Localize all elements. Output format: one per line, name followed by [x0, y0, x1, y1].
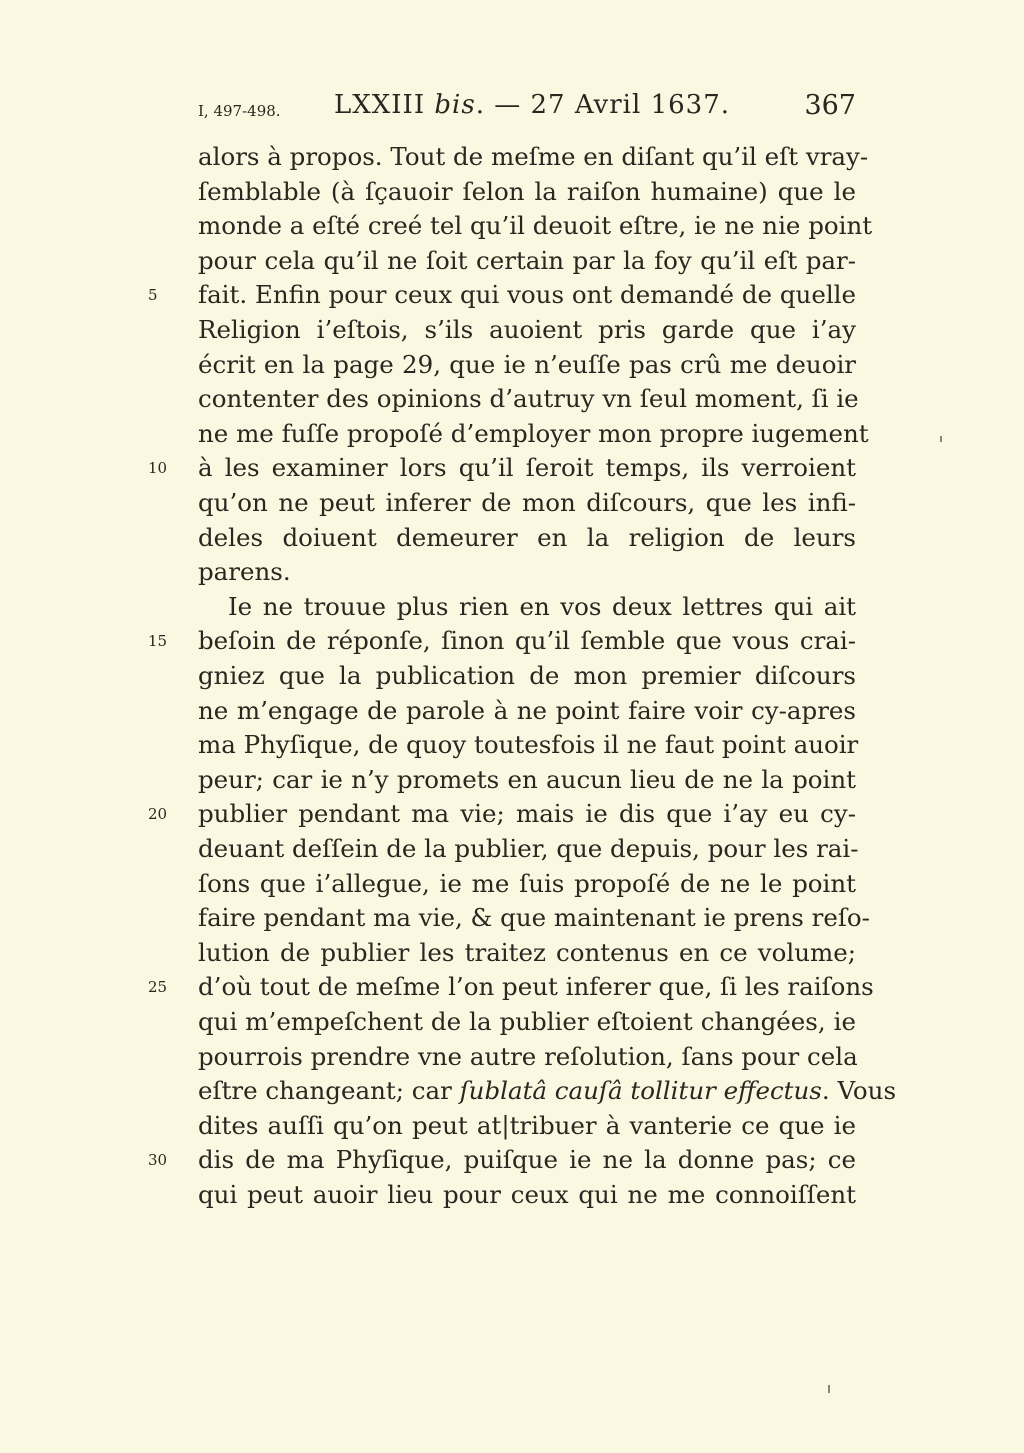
- latin-quotation: ſublatâ cauſâ tollitur effectus: [459, 1076, 822, 1106]
- line-number: 20: [148, 805, 168, 824]
- text-line: deles doiuent demeurer en la religion de leurs: [198, 522, 856, 552]
- text-line: qui peut auoir lieu pour ceux qui ne me connoiſſent: [198, 1180, 856, 1209]
- text-line: qu’on ne peut inferer de mon diſcours, que les infi-: [198, 488, 856, 517]
- text-line: deuant deſſein de la publier, que depuis, pour les rai-: [198, 834, 859, 863]
- line-number: 5: [148, 286, 158, 305]
- page-number: 367: [804, 90, 856, 121]
- text-line: ſons que i’allegue, ie me ſuis propoſé de ne le point: [198, 868, 856, 898]
- text-line: ne m’engage de parole à ne point faire voir cy-apres: [198, 695, 856, 725]
- text-line: monde a eſté creé tel qu’il deuoit eſtre, ie ne nie point: [198, 211, 873, 241]
- text-fragment: . Vous: [821, 1076, 897, 1106]
- letter-heading: [334, 90, 730, 120]
- text-line: à les examiner lors qu’il ſeroit temps, ils verroient: [198, 453, 856, 483]
- heading-separator: . —: [475, 90, 531, 120]
- text-line: Religion i’eſtois, s’ils auoient pris garde que i’ay: [198, 315, 856, 344]
- text-line: alors à propos. Tout de meſme en diſant qu’il eſt vray-: [198, 142, 869, 171]
- text-line: écrit en la page 29, que ie n’euſſe pas crû me deuoir: [198, 349, 856, 379]
- text-line: lution de publier les traitez contenus en ce volume;: [198, 937, 856, 967]
- print-fleck: [828, 1385, 830, 1393]
- print-fleck: [940, 436, 942, 442]
- text-line: ma Phyſique, de quoy toutesfois il ne faut point auoir: [198, 730, 859, 760]
- text-line: parens.: [198, 557, 291, 587]
- letter-number: LXXIII: [334, 90, 426, 120]
- text-line: gniez que la publication de mon premier diſcours: [198, 661, 856, 690]
- text-line: publier pendant ma vie; mais ie dis que i’ay eu cy-: [198, 799, 856, 829]
- text-line: pour cela qu’il ne ſoit certain par la foy qu’il eſt par-: [198, 245, 856, 275]
- text-line: faire pendant ma vie, & que maintenant ie prens reſo-: [198, 903, 870, 933]
- letter-suffix: bis: [434, 90, 476, 120]
- text-line: qui m’empeſchent de la publier eſtoient changées, ie: [198, 1007, 856, 1036]
- text-line: beſoin de réponſe, ſinon qu’il ſemble que vous crai-: [198, 626, 856, 656]
- line-number: 30: [148, 1151, 168, 1170]
- line-number: 10: [148, 459, 168, 478]
- letter-date: 27 Avril 1637.: [530, 90, 731, 120]
- line-number: 25: [148, 978, 168, 997]
- running-header: [198, 88, 856, 128]
- text-line: pourrois prendre vne autre reſolution, ſans pour cela: [198, 1041, 858, 1071]
- text-line: contenter des opinions d’autruy vn ſeul moment, ſi ie: [198, 384, 859, 414]
- text-line: d’où tout de meſme l’on peut inferer que, ſi les raiſons: [198, 972, 874, 1002]
- text-fragment: eſtre changeant; car: [198, 1076, 460, 1106]
- text-line: dites auſſi qu’on peut at|tribuer à vanterie ce que ie: [198, 1110, 856, 1140]
- text-line: fait. Enfin pour ceux qui vous ont demandé de quelle: [198, 280, 856, 310]
- text-line: Ie ne trouue plus rien en vos deux lettres qui ait: [228, 591, 856, 621]
- text-line: ſemblable (à ſçauoir ſelon la raiſon humaine) que le: [198, 176, 856, 206]
- source-reference: I, 497-498.: [198, 102, 281, 120]
- text-line: dis de ma Phyſique, puiſque ie ne la donne pas; ce: [198, 1145, 856, 1175]
- text-line: ne me fuſſe propoſé d’employer mon propre iugement: [198, 418, 869, 448]
- text-line: peur; car ie n’y promets en aucun lieu de ne la point: [198, 764, 856, 794]
- text-line: [198, 1074, 897, 1109]
- line-number: 15: [148, 632, 168, 651]
